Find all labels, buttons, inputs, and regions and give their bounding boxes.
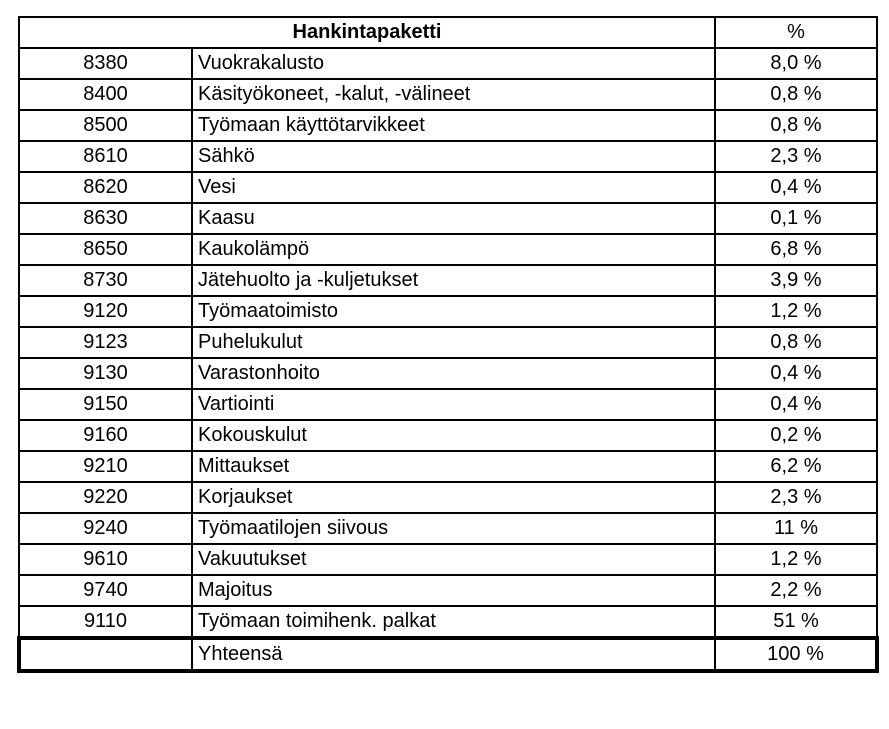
row-name: Käsityökoneet, -kalut, -välineet bbox=[192, 79, 715, 110]
row-code: 8500 bbox=[19, 110, 192, 141]
header-title: Hankintapaketti bbox=[19, 17, 715, 48]
table-row bbox=[19, 420, 877, 451]
row-code: 9120 bbox=[19, 296, 192, 327]
row-name: Vakuutukset bbox=[192, 544, 715, 575]
row-name: Työmaan käyttötarvikkeet bbox=[192, 110, 715, 141]
table-row bbox=[19, 513, 877, 544]
total-percent: 100 % bbox=[715, 638, 877, 671]
table-row bbox=[19, 172, 877, 203]
table-row bbox=[19, 575, 877, 606]
row-percent: 2,3 % bbox=[715, 482, 877, 513]
row-name: Vuokrakalusto bbox=[192, 48, 715, 79]
row-name: Vartiointi bbox=[192, 389, 715, 420]
row-code: 9160 bbox=[19, 420, 192, 451]
table-row bbox=[19, 110, 877, 141]
row-name: Työmaatilojen siivous bbox=[192, 513, 715, 544]
row-percent: 51 % bbox=[715, 606, 877, 638]
table-row bbox=[19, 265, 877, 296]
table-row bbox=[19, 234, 877, 265]
row-percent: 0,8 % bbox=[715, 110, 877, 141]
row-code: 9130 bbox=[19, 358, 192, 389]
row-percent: 11 % bbox=[715, 513, 877, 544]
row-code: 9150 bbox=[19, 389, 192, 420]
row-name: Työmaatoimisto bbox=[192, 296, 715, 327]
total-code bbox=[19, 638, 192, 671]
row-name: Työmaan toimihenk. palkat bbox=[192, 606, 715, 638]
row-code: 8620 bbox=[19, 172, 192, 203]
table-header-row bbox=[19, 17, 877, 48]
row-percent: 0,4 % bbox=[715, 172, 877, 203]
table-row bbox=[19, 141, 877, 172]
row-name: Vesi bbox=[192, 172, 715, 203]
procurement-table-container bbox=[17, 16, 879, 673]
row-percent: 1,2 % bbox=[715, 296, 877, 327]
row-percent: 3,9 % bbox=[715, 265, 877, 296]
row-code: 9740 bbox=[19, 575, 192, 606]
row-name: Jätehuolto ja -kuljetukset bbox=[192, 265, 715, 296]
header-percent: % bbox=[715, 17, 877, 48]
row-code: 8610 bbox=[19, 141, 192, 172]
total-row bbox=[19, 638, 877, 671]
table-row bbox=[19, 296, 877, 327]
row-name: Kaukolämpö bbox=[192, 234, 715, 265]
table-row bbox=[19, 358, 877, 389]
table-row bbox=[19, 544, 877, 575]
table-row bbox=[19, 48, 877, 79]
row-percent: 0,8 % bbox=[715, 79, 877, 110]
row-code: 8650 bbox=[19, 234, 192, 265]
total-label: Yhteensä bbox=[192, 638, 715, 671]
row-code: 9240 bbox=[19, 513, 192, 544]
row-percent: 0,4 % bbox=[715, 389, 877, 420]
row-percent: 0,8 % bbox=[715, 327, 877, 358]
row-code: 9123 bbox=[19, 327, 192, 358]
table-row bbox=[19, 606, 877, 638]
procurement-table bbox=[17, 16, 879, 673]
row-name: Sähkö bbox=[192, 141, 715, 172]
table-row bbox=[19, 79, 877, 110]
row-percent: 8,0 % bbox=[715, 48, 877, 79]
row-name: Majoitus bbox=[192, 575, 715, 606]
row-name: Mittaukset bbox=[192, 451, 715, 482]
row-name: Kaasu bbox=[192, 203, 715, 234]
row-name: Puhelukulut bbox=[192, 327, 715, 358]
row-code: 8730 bbox=[19, 265, 192, 296]
row-name: Kokouskulut bbox=[192, 420, 715, 451]
table-row bbox=[19, 389, 877, 420]
row-percent: 0,2 % bbox=[715, 420, 877, 451]
row-code: 9220 bbox=[19, 482, 192, 513]
row-code: 8400 bbox=[19, 79, 192, 110]
table-row bbox=[19, 327, 877, 358]
row-code: 8630 bbox=[19, 203, 192, 234]
row-percent: 2,3 % bbox=[715, 141, 877, 172]
row-code: 9210 bbox=[19, 451, 192, 482]
table-row bbox=[19, 451, 877, 482]
table-row bbox=[19, 203, 877, 234]
table-row bbox=[19, 482, 877, 513]
row-name: Korjaukset bbox=[192, 482, 715, 513]
row-percent: 6,2 % bbox=[715, 451, 877, 482]
row-percent: 0,1 % bbox=[715, 203, 877, 234]
row-percent: 6,8 % bbox=[715, 234, 877, 265]
row-code: 8380 bbox=[19, 48, 192, 79]
row-percent: 1,2 % bbox=[715, 544, 877, 575]
table-body bbox=[19, 48, 877, 638]
row-code: 9110 bbox=[19, 606, 192, 638]
row-name: Varastonhoito bbox=[192, 358, 715, 389]
row-percent: 0,4 % bbox=[715, 358, 877, 389]
row-code: 9610 bbox=[19, 544, 192, 575]
row-percent: 2,2 % bbox=[715, 575, 877, 606]
